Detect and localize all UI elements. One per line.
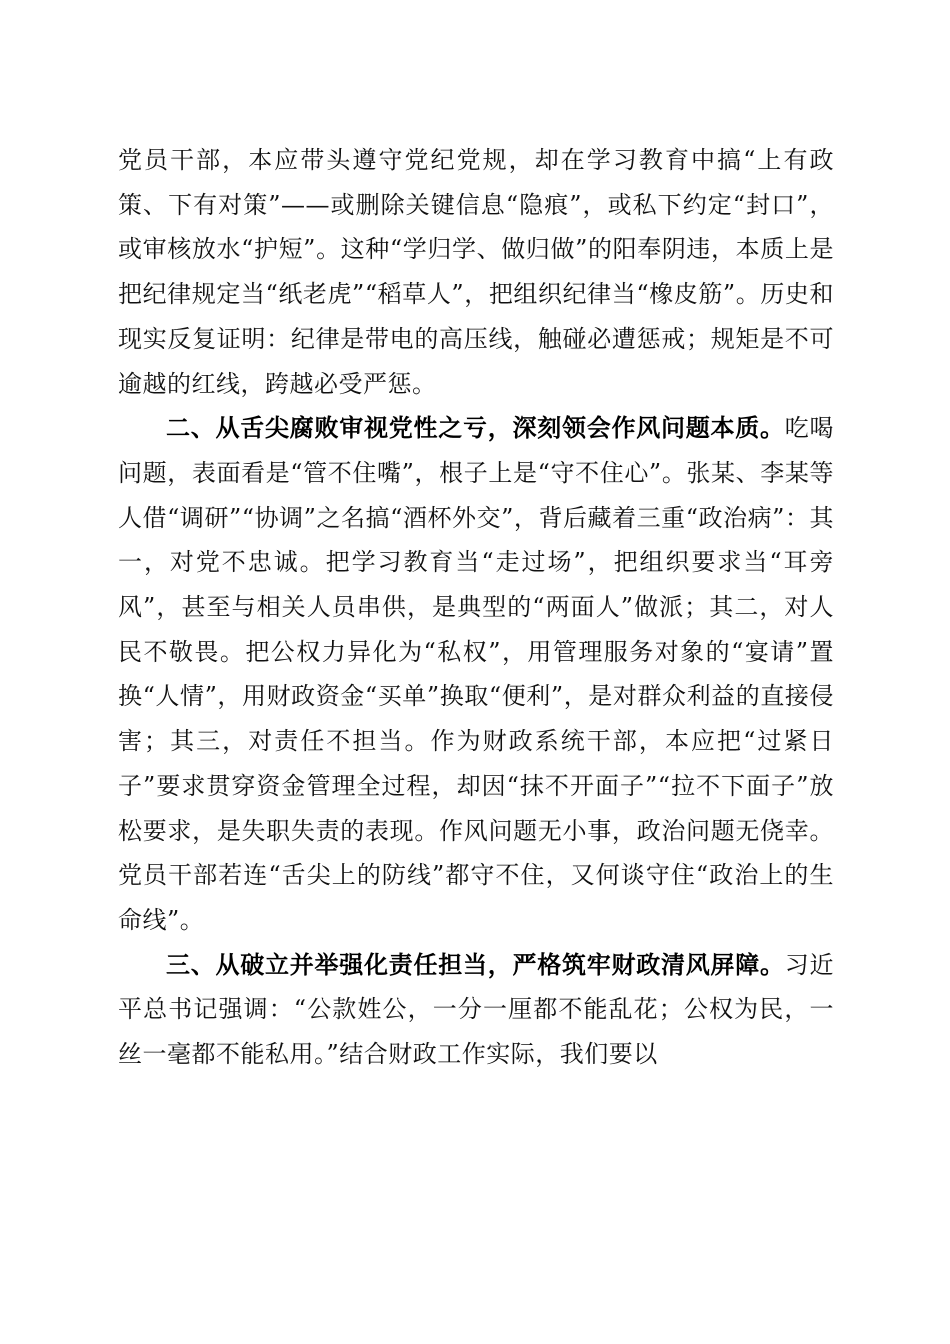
section-2 [118,406,834,942]
section-3-heading: 三、从破立并举强化责任担当，严格筑牢财政清风屏障。 [166,950,785,979]
section-3-body: 习近平总书记强调：“公款姓公，一分一厘都不能乱花；公权为民，一丝一毫都不能私用。”结合财政工作实际，我们要以 [118,950,834,1069]
section-2-body: 吃喝问题，表面看是“管不住嘴”，根子上是“守不住心”。张某、李某等人借“调研”“协调”之名搞“酒杯外交”，背后藏着三重“政治病”：其一，对党不忠诚。把学习教育当“走过场”，把组织要求当“耳旁风”，甚至与相关人员串供，是典型的“两面人”做派；其二，对人民不敬畏。把公权力异化为“私权”，用管理服务对象的“宴请”置换“人情”，用财政资金“买单”换取“便利”，是对群众利益的直接侵害；其三，对责任不担当。作为财政系统干部，本应把“过紧日子”要求贯穿资金管理全过程，却因“抹不开面子”“拉不下面子”放松要求，是失职失责的表现。作风问题无小事，政治问题无侥幸。党员干部若连“舌尖上的防线”都守不住，又何谈守住“政治上的生命线”。 [118,414,834,934]
document-body [118,138,834,1077]
section-3 [118,943,834,1077]
paragraph-1-text: 党员干部，本应带头遵守党纪党规，却在学习教育中搞“上有政策、下有对策”——或删除关键信息“隐痕”，或私下约定“封口”，或审核放水“护短”。这种“学归学、做归做”的阳奉阴违，本质上是把纪律规定当“纸老虎”“稻草人”，把组织纪律当“橡皮筋”。历史和现实反复证明：纪律是带电的高压线，触碰必遭惩戒；规矩是不可逾越的红线，跨越必受严惩。 [118,146,834,398]
section-2-heading: 二、从舌尖腐败审视党性之亏，深刻领会作风问题本质。 [166,414,785,443]
paragraph-1 [118,138,834,406]
